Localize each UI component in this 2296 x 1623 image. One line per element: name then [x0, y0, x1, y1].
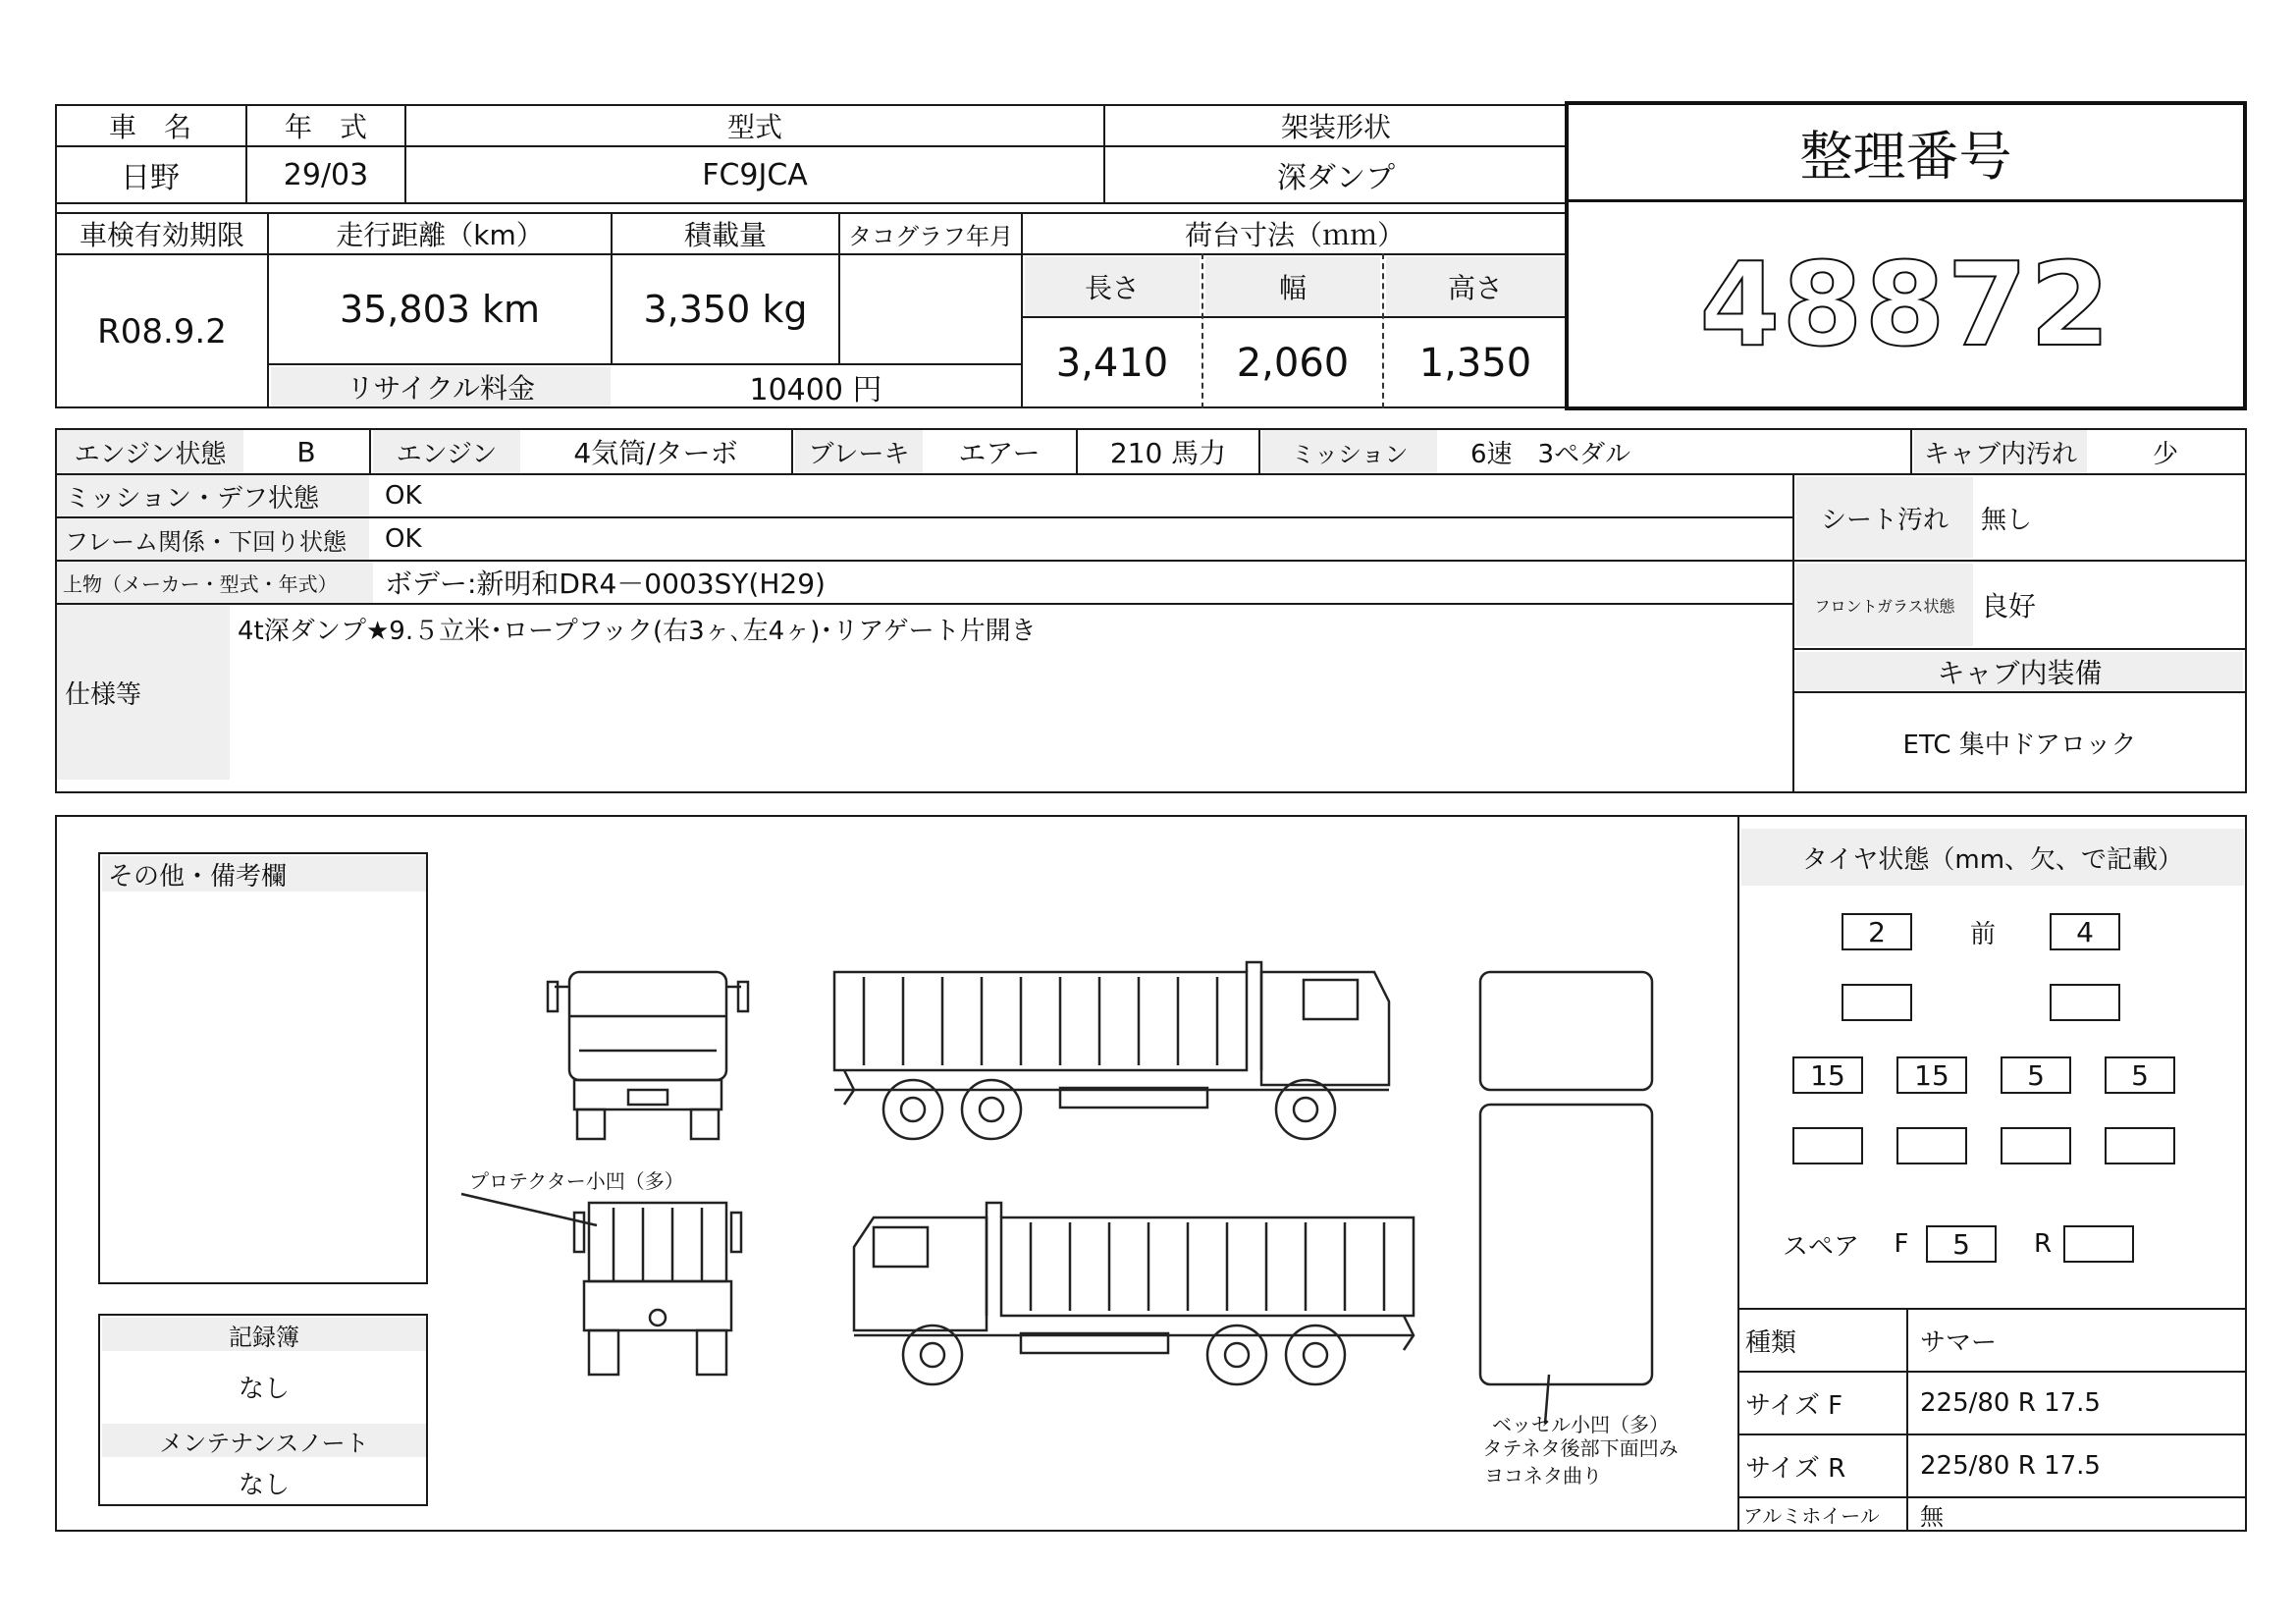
cab-equipment-label: キャブ内装備 — [1796, 652, 2243, 691]
size-f-value: 225/80 R 17.5 — [1920, 1388, 2101, 1418]
frame-label: フレーム関係・下回り状態 — [57, 518, 369, 560]
year-label: 年 式 — [284, 111, 367, 143]
mission-diff-value: OK — [385, 481, 422, 511]
spec-value: 4t深ダンプ★9.５立米･ロープフック(右3ヶ､左4ヶ)･リアゲート片開き — [238, 616, 1037, 646]
horsepower-value: 210 馬力 — [1109, 437, 1227, 469]
width-label: 幅 — [1205, 257, 1380, 316]
vessel-note-3: ヨコネタ曲り — [1484, 1463, 1602, 1488]
tire-rear-5 — [1792, 1127, 1863, 1164]
size-r-label: サイズ R — [1745, 1453, 1846, 1484]
tire-rear-8 — [2105, 1127, 2175, 1164]
remarks-box — [98, 852, 428, 1284]
body-type-label: 架装形状 — [1280, 111, 1391, 143]
height-label: 高さ — [1386, 257, 1565, 316]
tire-type-value: サマー — [1920, 1327, 1998, 1358]
tire-front-left-inner — [1842, 984, 1912, 1021]
engine-label: エンジン — [373, 430, 520, 473]
mileage-value: 35,803 km — [339, 288, 541, 331]
tire-rear-2: 15 — [1896, 1056, 1967, 1094]
vehicle-name-label: 車 名 — [108, 111, 191, 143]
spare-f-value: 5 — [1926, 1225, 1997, 1263]
mission-diff-label: ミッション・デフ状態 — [57, 475, 369, 516]
seat-dirt-value: 無し — [1981, 505, 2033, 535]
bed-size-label: 荷台寸法（ｍｍ） — [1184, 219, 1405, 251]
tire-front-right-inner — [2050, 984, 2120, 1021]
engine-state-value: B — [296, 435, 316, 468]
cab-dirt-value: 少 — [2152, 439, 2178, 469]
spare-label: スペア — [1783, 1231, 1860, 1262]
remarks-label: その他・備考欄 — [102, 856, 426, 892]
truck-rear-view-icon — [461, 1194, 741, 1375]
size-r-value: 225/80 R 17.5 — [1920, 1451, 2101, 1481]
vessel-note-1: ベッセル小凹（多） — [1492, 1412, 1669, 1436]
record-value: なし — [238, 1374, 290, 1404]
tire-rear-3: 5 — [2001, 1056, 2071, 1094]
windshield-label: フロントガラス状態 — [1796, 564, 1973, 646]
reference-number-label: 整理番号 — [1799, 125, 2012, 188]
recycle-value: 10400 円 — [749, 373, 882, 407]
recycle-label: リサイクル料金 — [271, 367, 611, 406]
capacity-label: 積載量 — [683, 219, 767, 251]
windshield-value: 良好 — [1981, 590, 2037, 622]
tire-rear-7 — [2001, 1127, 2071, 1164]
year-value: 29/03 — [283, 157, 369, 192]
tire-front-right: 4 — [2050, 913, 2120, 950]
engine-value: 4気筒/ターボ — [573, 437, 738, 469]
frame-value: OK — [385, 524, 422, 554]
tire-title: タイヤ状態（mm、欠、で記載） — [1741, 829, 2244, 886]
length-value: 3,410 — [1055, 341, 1169, 386]
tachograph-label: タコグラフ年月 — [848, 222, 1013, 250]
capacity-value: 3,350 kg — [643, 288, 808, 331]
length-label: 長さ — [1025, 257, 1200, 316]
cab-equipment-value: ETC 集中ドアロック — [1902, 730, 2137, 760]
spare-r-label: R — [2033, 1229, 2053, 1259]
tire-rear-4: 5 — [2105, 1056, 2175, 1094]
spec-label: 仕様等 — [57, 605, 230, 780]
cab-dirt-label: キャブ内汚れ — [1914, 430, 2087, 473]
upper-body-value: ボデー:新明和DR4－0003SY(H29) — [385, 568, 826, 600]
tachograph-value — [840, 255, 1021, 363]
width-value: 2,060 — [1236, 341, 1350, 386]
upper-body-label: 上物（メーカー・型式・年式） — [57, 562, 373, 603]
reference-number: 48872 — [1699, 237, 2112, 372]
seat-dirt-label: シート汚れ — [1796, 477, 1973, 558]
size-f-label: サイズ F — [1745, 1390, 1843, 1421]
maintenance-value: なし — [238, 1470, 290, 1500]
inspection-label: 車検有効期限 — [79, 219, 244, 251]
height-value: 1,350 — [1418, 341, 1532, 386]
alu-wheel-label: アルミホイール — [1743, 1503, 1880, 1528]
engine-state-label: エンジン状態 — [57, 430, 243, 473]
mission-value: 6速 3ペダル — [1470, 439, 1631, 469]
brake-label: ブレーキ — [795, 430, 923, 473]
vessel-top-view-icon — [1480, 972, 1652, 1424]
maintenance-label: メンテナンスノート — [102, 1424, 426, 1457]
model-label: 型式 — [726, 111, 782, 143]
brake-value: エアー — [958, 437, 1041, 469]
front-label: 前 — [1969, 919, 1996, 949]
tire-rear-1: 15 — [1792, 1056, 1863, 1094]
tire-rear-6 — [1896, 1127, 1967, 1164]
mission-label: ミッション — [1262, 430, 1437, 473]
spare-f-label: F — [1894, 1229, 1909, 1259]
truck-front-view-icon — [548, 972, 748, 1139]
truck-side-view-left-icon — [854, 1203, 1414, 1384]
tire-type-label: 種類 — [1745, 1327, 1797, 1358]
inspection-value: R08.9.2 — [97, 312, 227, 352]
alu-wheel-value: 無 — [1920, 1502, 1944, 1531]
model-value: FC9JCA — [702, 157, 808, 192]
vessel-note-2: タテネタ後部下面凹み — [1482, 1435, 1679, 1460]
body-type-value: 深ダンプ — [1276, 161, 1396, 195]
spare-r-value — [2063, 1225, 2134, 1263]
record-label: 記録簿 — [102, 1318, 426, 1351]
protector-note: プロテクター小凹（多） — [469, 1168, 684, 1193]
tire-front-left: 2 — [1842, 913, 1912, 950]
vehicle-name: 日野 — [121, 161, 180, 195]
truck-side-view-right-icon — [834, 962, 1389, 1139]
mileage-label: 走行距離（km） — [336, 219, 544, 251]
